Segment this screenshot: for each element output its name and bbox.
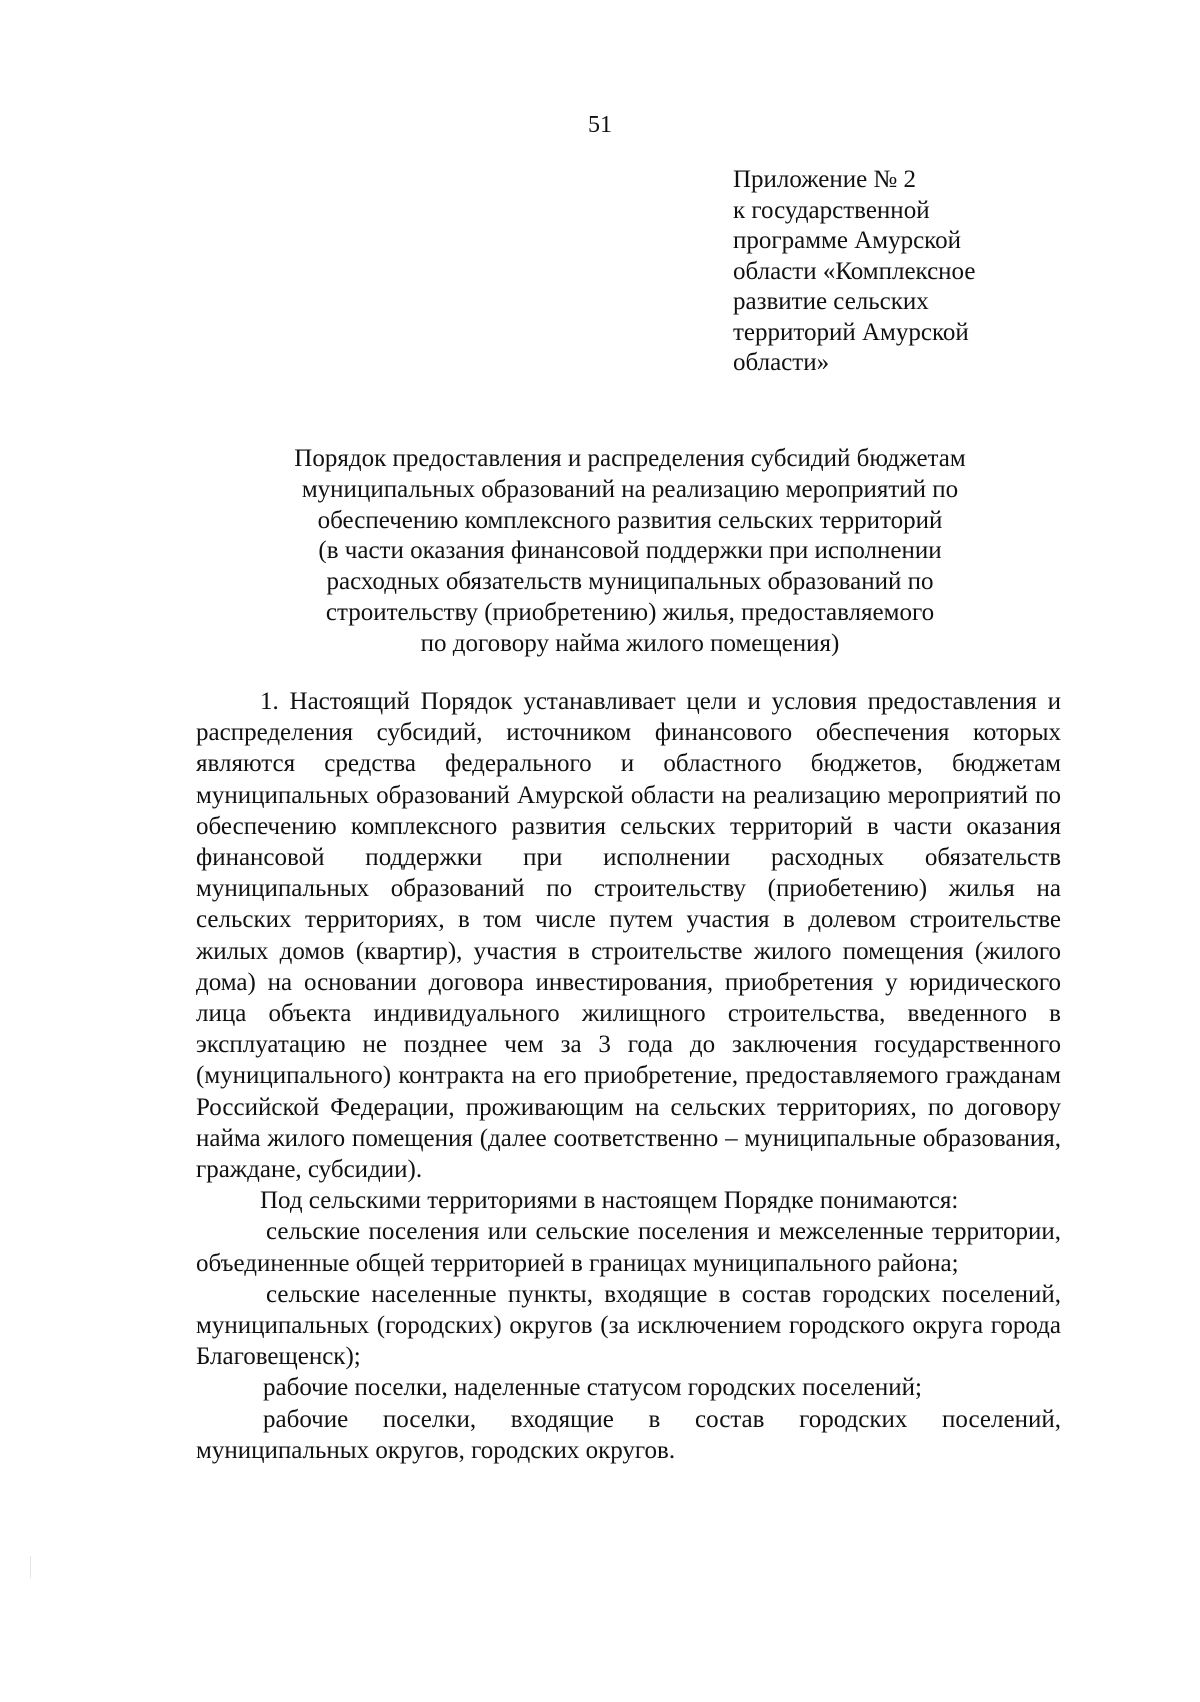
- title-line: строительству (приобретению) жилья, предоставляемого: [325, 598, 935, 626]
- title-line: (в части оказания финансовой поддержки при исполнении: [318, 537, 942, 565]
- appendix-header: [733, 165, 1063, 379]
- paragraph-definition-item: рабочие поселки, наделенные статусом городских поселений;: [263, 1374, 922, 1402]
- document-body: [196, 686, 1061, 1466]
- title-line: Порядок предоставления и распределения субсидий бюджетам: [294, 445, 966, 472]
- appendix-line: Приложение № 2: [733, 166, 917, 193]
- scan-margin-mark: [30, 1556, 31, 1578]
- paragraph-purpose: 1. Настоящий Порядок устанавливает цели и условия предоставления и распределения субсидий, источником финансового обеспечения которых являются средства федерального и областного бюджетов, бюджетам муниципальных образований Амурской области на реализацию мероприятий по обеспечению комплексного развития сельских территорий в части оказания финансовой поддержки при исполнении расходных обязательств муниципальных образований по строительству (приобетению) жилья на сельских территориях, в том числе путем участия в долевом строительстве жилых домов (квартир), участия в строительстве жилого помещения (жилого дома) на основании договора инвестирования, приобретения у юридического лица объекта индивидуального жилищного строительства, введенного в эксплуатацию не позднее чем за 3 года до заключения государственного (муниципального) контракта на его приобретение, предоставляемого гражданам Российской Федерации, проживающим на сельских территориях, по договору найма жилого помещения (далее соответственно – муниципальные образования, граждане, субсидии).: [196, 688, 1061, 1184]
- paragraph-definition-item: сельские поселения или сельские поселения и межселенные территории, объединенные общей территорией в границах муниципального района;: [196, 1218, 1061, 1277]
- appendix-line: области «Комплексное: [733, 257, 976, 285]
- appendix-line: к государственной: [733, 196, 930, 224]
- paragraph-definition-item: рабочие поселки, входящие в состав городских поселений, муниципальных округов, городских округов.: [196, 1405, 1061, 1464]
- appendix-line: развитие сельских: [733, 288, 929, 315]
- appendix-line: области»: [733, 349, 830, 376]
- paragraph-definition-intro: Под сельскими территориями в настоящем Порядке понимаются:: [260, 1187, 959, 1215]
- page-number: 51: [588, 112, 612, 138]
- title-line: обеспечению комплексного развития сельских территорий: [317, 506, 943, 534]
- document-title: [190, 444, 1070, 660]
- title-line: муниципальных образований на реализацию мероприятий по: [301, 475, 959, 503]
- paragraph-definition-item: сельские населенные пункты, входящие в состав городских поселений, муниципальных (городских) округов (за исключением городского округа города Благовещенск);: [196, 1280, 1061, 1371]
- appendix-line: программе Амурской: [733, 227, 961, 254]
- appendix-line: территорий Амурской: [733, 318, 969, 346]
- title-line: по договору найма жилого помещения): [420, 629, 840, 657]
- title-line: расходных обязательств муниципальных образований по: [326, 568, 934, 596]
